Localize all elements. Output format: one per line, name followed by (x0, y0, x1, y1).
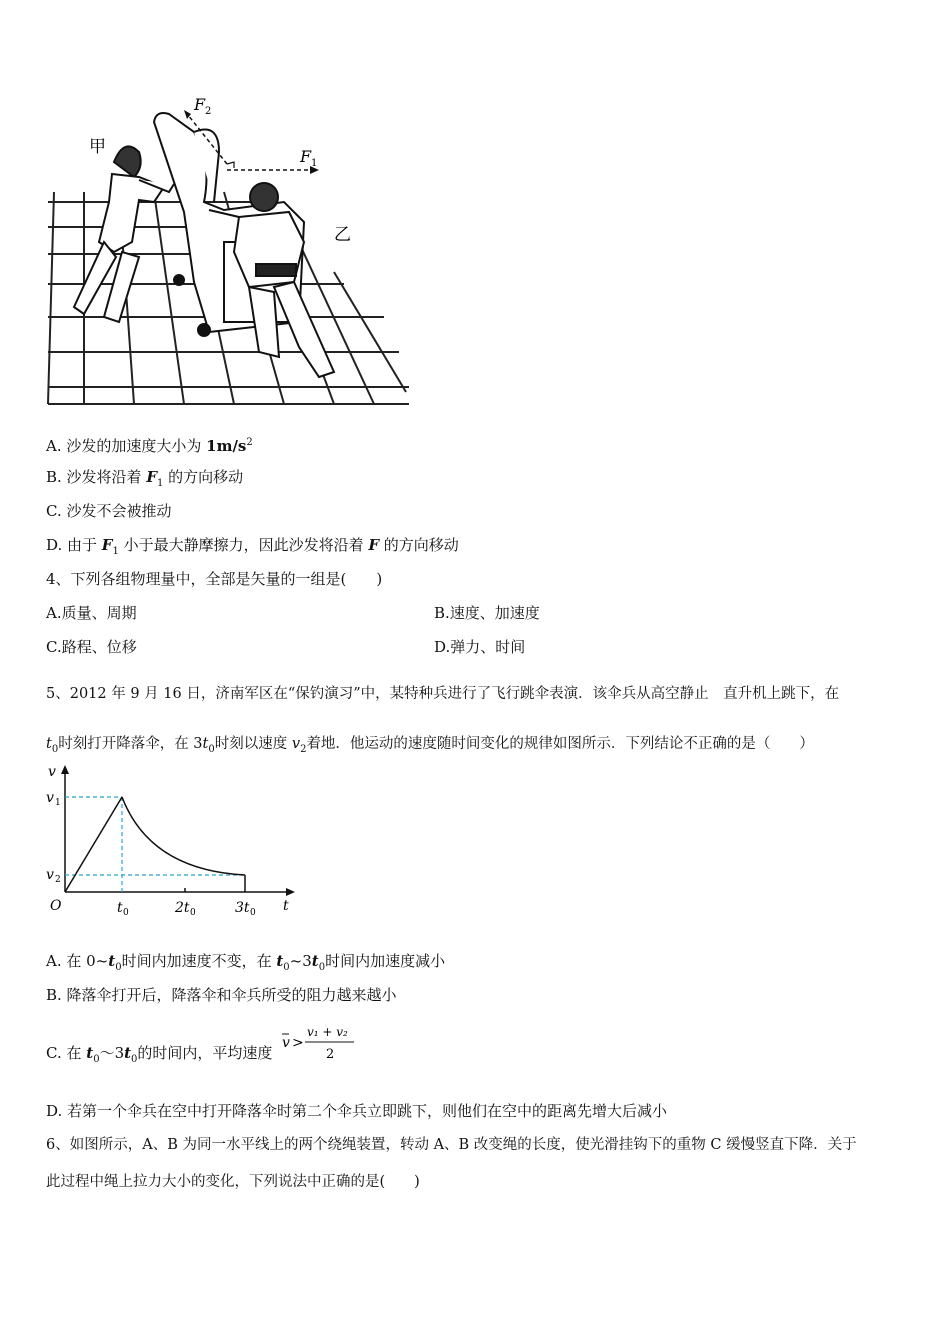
v2-label: v (46, 867, 54, 883)
v2-sub: 2 (55, 875, 61, 885)
svg-text:2: 2 (326, 1047, 335, 1062)
label-yi: 乙 (334, 225, 351, 245)
svg-text:v₁ + v₂: v₁ + v₂ (307, 1025, 348, 1039)
t2-label: 2t (175, 900, 190, 916)
svg-text:v: v (282, 1035, 290, 1051)
v-axis-arrow (61, 765, 69, 774)
q6-stem-line2: 此过程中绳上拉力大小的变化，下列说法中正确的是( ) (46, 1174, 420, 1190)
q5-option-b[interactable]: B. 降落伞打开后，降落伞和伞兵所受的阻力越来越小 (46, 986, 397, 1004)
label-f1: F (300, 147, 312, 166)
v1-sub: 1 (55, 798, 61, 808)
q5-option-d[interactable]: D. 若第一个伞兵在空中打开降落伞时第二个伞兵立即跳下，则他们在空中的距离先增大后减小 (46, 1102, 668, 1120)
t0-sub: 0 (123, 908, 129, 918)
t2-sub: 0 (190, 908, 196, 918)
t3-label: 3t (235, 900, 250, 916)
q6-stem-line1: 6、如图所示，A、B 为同一水平线上的两个绕绳装置，转动 A、B 改变绳的长度，使光滑挂钩下的重物 C 缓慢竖直下降．关于 (46, 1137, 857, 1153)
label-f2-sub: 2 (205, 106, 212, 117)
velocity-time-graph (40, 760, 300, 920)
t3-sub: 0 (250, 908, 256, 918)
q4-option-b[interactable]: B.速度、加速度 (434, 604, 540, 622)
q4-option-c[interactable]: C.路程、位移 (46, 638, 137, 656)
label-jia: 甲 (89, 137, 106, 157)
q5-stem-line1: 5、2012 年 9 月 16 日，济南军区在“保钓演习”中，某特种兵进行了飞行跳伞表演．该伞兵从高空静止 直升机上跳下，在 (46, 686, 840, 702)
t0-label: t (117, 900, 123, 916)
t-axis-arrow (286, 888, 295, 896)
sofa-push-figure (44, 92, 414, 410)
q4-stem: 4、下列各组物理量中，全部是矢量的一组是( ) (46, 570, 383, 588)
svg-text:>: > (292, 1035, 304, 1051)
q5-option-a[interactable]: A. 在 $0\sim t_0$时间内加速度不变，在 $t_0\sim 3t_0$时间内加速度减小 (46, 952, 446, 973)
q4-option-d[interactable]: D.弹力、时间 (434, 638, 526, 656)
decel-curve (122, 797, 245, 875)
q3-option-c[interactable]: C. 沙发不会被推动 (46, 502, 172, 520)
q4-option-a[interactable]: A.质量、周期 (46, 604, 137, 622)
q5-stem-line2: $t_0$时刻打开降落伞，在 $3t_0$时刻以速度 $v_2$着地．他运动的速度随时间变化的规律如图所示．下列结论不正确的是（ ） (46, 736, 814, 755)
q3-option-d[interactable]: D. 由于 $F_1$ 小于最大静摩擦力，因此沙发将沿着 F 的方向移动 (46, 536, 459, 557)
v1-label: v (46, 790, 54, 806)
accel-segment (65, 797, 122, 892)
v-axis-label: v (48, 764, 56, 780)
origin-label: O (50, 898, 62, 914)
label-f2: F (194, 95, 206, 114)
label-f1-sub: 1 (311, 158, 318, 169)
t-axis-label: t (283, 898, 289, 914)
average-velocity-formula (280, 1020, 360, 1066)
q3-option-b[interactable]: B. 沙发将沿着 $F_1$ 的方向移动 (46, 468, 244, 489)
q5-option-c[interactable]: C. 在 $t_0\sim 3t_0$的时间内，平均速度 (46, 1044, 273, 1065)
q3-option-a[interactable]: A. 沙发的加速度大小为 $1m/s^2$ (46, 437, 253, 455)
